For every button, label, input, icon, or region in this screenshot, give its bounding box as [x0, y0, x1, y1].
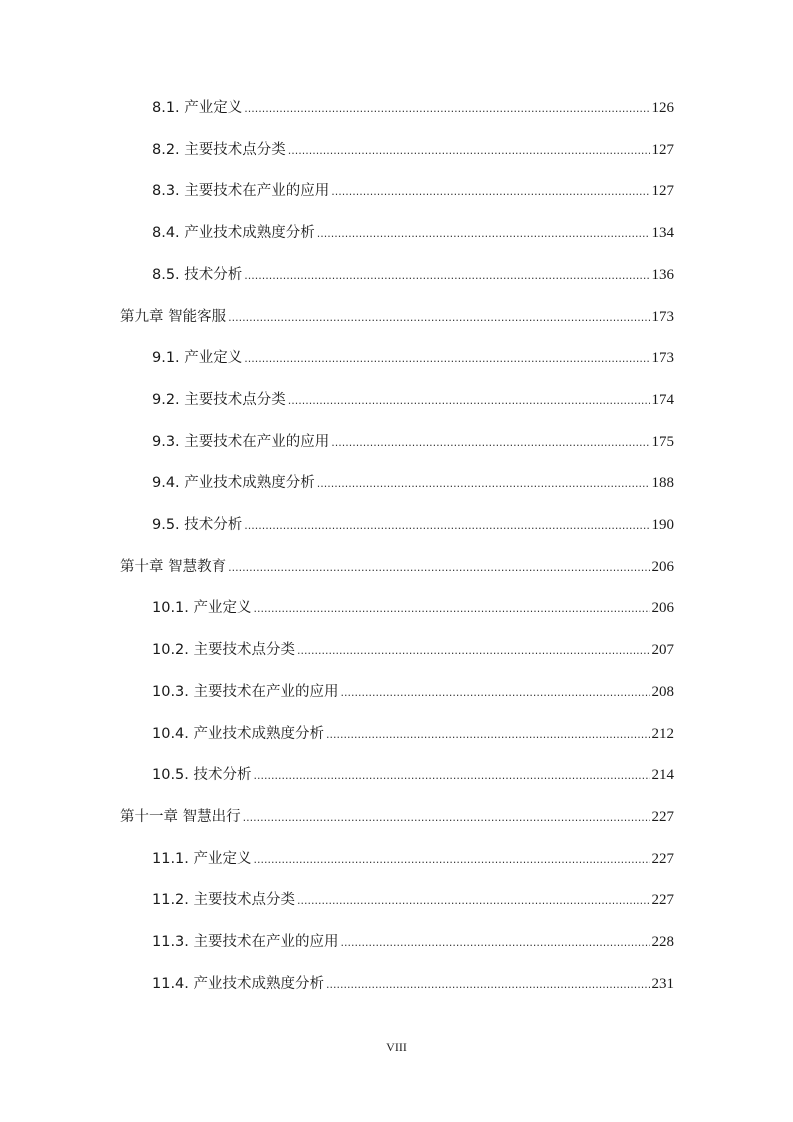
- toc-section-entry[interactable]: [152, 930, 674, 954]
- toc-entry-title: 8.1. 产业定义: [152, 100, 243, 116]
- toc-dot-leader: [331, 180, 649, 204]
- toc-dot-leader: [244, 97, 649, 121]
- toc-section-entry[interactable]: [152, 179, 674, 203]
- toc-section-entry[interactable]: [152, 763, 674, 787]
- toc-dot-leader: [243, 806, 650, 830]
- toc-entry-title: 第九章 智能客服: [120, 308, 227, 325]
- toc-entry-page-number: 214: [651, 767, 674, 784]
- toc-entry-title: 9.2. 主要技术点分类: [152, 391, 286, 408]
- toc-dot-leader: [244, 347, 649, 371]
- toc-entry-page-number: 227: [651, 892, 674, 909]
- toc-entry-title: 10.4. 产业技术成熟度分析: [152, 725, 325, 742]
- toc-entry-page-number: 207: [651, 642, 674, 659]
- toc-section-entry[interactable]: [152, 138, 674, 162]
- toc-section-entry[interactable]: [152, 680, 674, 704]
- page-number: VIII: [386, 1040, 407, 1054]
- toc-dot-leader: [326, 973, 649, 997]
- toc-dot-leader: [254, 764, 650, 788]
- toc-entry-page-number: 227: [651, 808, 674, 825]
- toc-section-entry[interactable]: [152, 221, 674, 245]
- toc-section-entry[interactable]: [152, 263, 674, 287]
- toc-dot-leader: [317, 472, 650, 496]
- toc-dot-leader: [244, 264, 649, 288]
- toc-dot-leader: [326, 723, 649, 747]
- toc-entry-page-number: 190: [651, 517, 674, 533]
- toc-entry-page-number: 208: [651, 683, 674, 700]
- toc-entry-page-number: 212: [651, 725, 674, 742]
- toc-entry-page-number: 127: [651, 141, 674, 158]
- toc-entry-title: 9.3. 主要技术在产业的应用: [152, 433, 330, 450]
- toc-entry-title: 10.1. 产业定义: [152, 600, 252, 617]
- toc-entry-title: 9.4. 产业技术成熟度分析: [152, 475, 315, 492]
- toc-dot-leader: [341, 681, 650, 705]
- toc-dot-leader: [228, 306, 649, 330]
- toc-entry-page-number: 134: [651, 225, 674, 242]
- toc-dot-leader: [288, 389, 650, 413]
- toc-dot-leader: [228, 556, 649, 580]
- toc-section-entry[interactable]: [152, 346, 674, 370]
- toc-entry-title: 11.1. 产业定义: [152, 850, 252, 867]
- toc-section-entry[interactable]: [152, 638, 674, 662]
- toc-section-entry[interactable]: [152, 388, 674, 412]
- toc-entry-page-number: 228: [651, 934, 674, 950]
- toc-entry-page-number: 174: [651, 391, 674, 408]
- toc-entry-title: 8.3. 主要技术在产业的应用: [152, 183, 330, 200]
- toc-entry-title: 第十一章 智慧出行: [120, 808, 241, 825]
- toc-entry-page-number: 227: [651, 850, 674, 867]
- toc-entry-title: 10.3. 主要技术在产业的应用: [152, 683, 339, 700]
- toc-dot-leader: [254, 597, 650, 621]
- toc-chapter-entry[interactable]: [120, 805, 674, 829]
- toc-entry-page-number: 127: [651, 183, 674, 200]
- toc-dot-leader: [331, 431, 649, 455]
- toc-section-entry[interactable]: [152, 847, 674, 871]
- toc-section-entry[interactable]: [152, 972, 674, 996]
- toc-entry-title: 9.5. 技术分析: [152, 517, 243, 533]
- toc-entry-page-number: 206: [651, 558, 674, 575]
- toc-entry-page-number: 173: [651, 350, 674, 367]
- toc-dot-leader: [254, 848, 650, 872]
- toc-dot-leader: [288, 139, 650, 163]
- toc-section-entry[interactable]: [152, 888, 674, 912]
- toc-dot-leader: [317, 222, 650, 246]
- toc-section-entry[interactable]: [152, 430, 674, 454]
- toc-chapter-entry[interactable]: [120, 305, 674, 329]
- toc-entry-page-number: 206: [651, 600, 674, 617]
- toc-entry-title: 11.3. 主要技术在产业的应用: [152, 934, 339, 950]
- toc-entry-title: 8.5. 技术分析: [152, 266, 243, 283]
- toc-dot-leader: [297, 889, 649, 913]
- toc-dot-leader: [244, 514, 649, 538]
- toc-section-entry[interactable]: [152, 471, 674, 495]
- toc-entry-title: 11.2. 主要技术点分类: [152, 892, 296, 909]
- toc-chapter-entry[interactable]: [120, 555, 674, 579]
- toc-entry-title: 10.2. 主要技术点分类: [152, 642, 296, 659]
- toc-section-entry[interactable]: [152, 596, 674, 620]
- toc-entry-title: 10.5. 技术分析: [152, 767, 252, 784]
- toc-entry-title: 9.1. 产业定义: [152, 350, 243, 367]
- toc-section-entry[interactable]: [152, 722, 674, 746]
- toc-entry-title: 第十章 智慧教育: [120, 558, 227, 575]
- toc-entry-page-number: 126: [651, 100, 674, 116]
- toc-entry-title: 11.4. 产业技术成熟度分析: [152, 975, 325, 992]
- toc-entry-page-number: 188: [651, 475, 674, 492]
- toc-entry-page-number: 173: [651, 308, 674, 325]
- toc-entry-title: 8.2. 主要技术点分类: [152, 141, 286, 158]
- toc-entry-page-number: 175: [651, 433, 674, 450]
- toc-dot-leader: [341, 931, 650, 955]
- toc-entry-page-number: 231: [651, 975, 674, 992]
- toc-entry-page-number: 136: [651, 266, 674, 283]
- toc-section-entry[interactable]: [152, 513, 674, 537]
- toc-section-entry[interactable]: [152, 96, 674, 120]
- toc-entry-title: 8.4. 产业技术成熟度分析: [152, 225, 315, 242]
- toc-dot-leader: [297, 639, 649, 663]
